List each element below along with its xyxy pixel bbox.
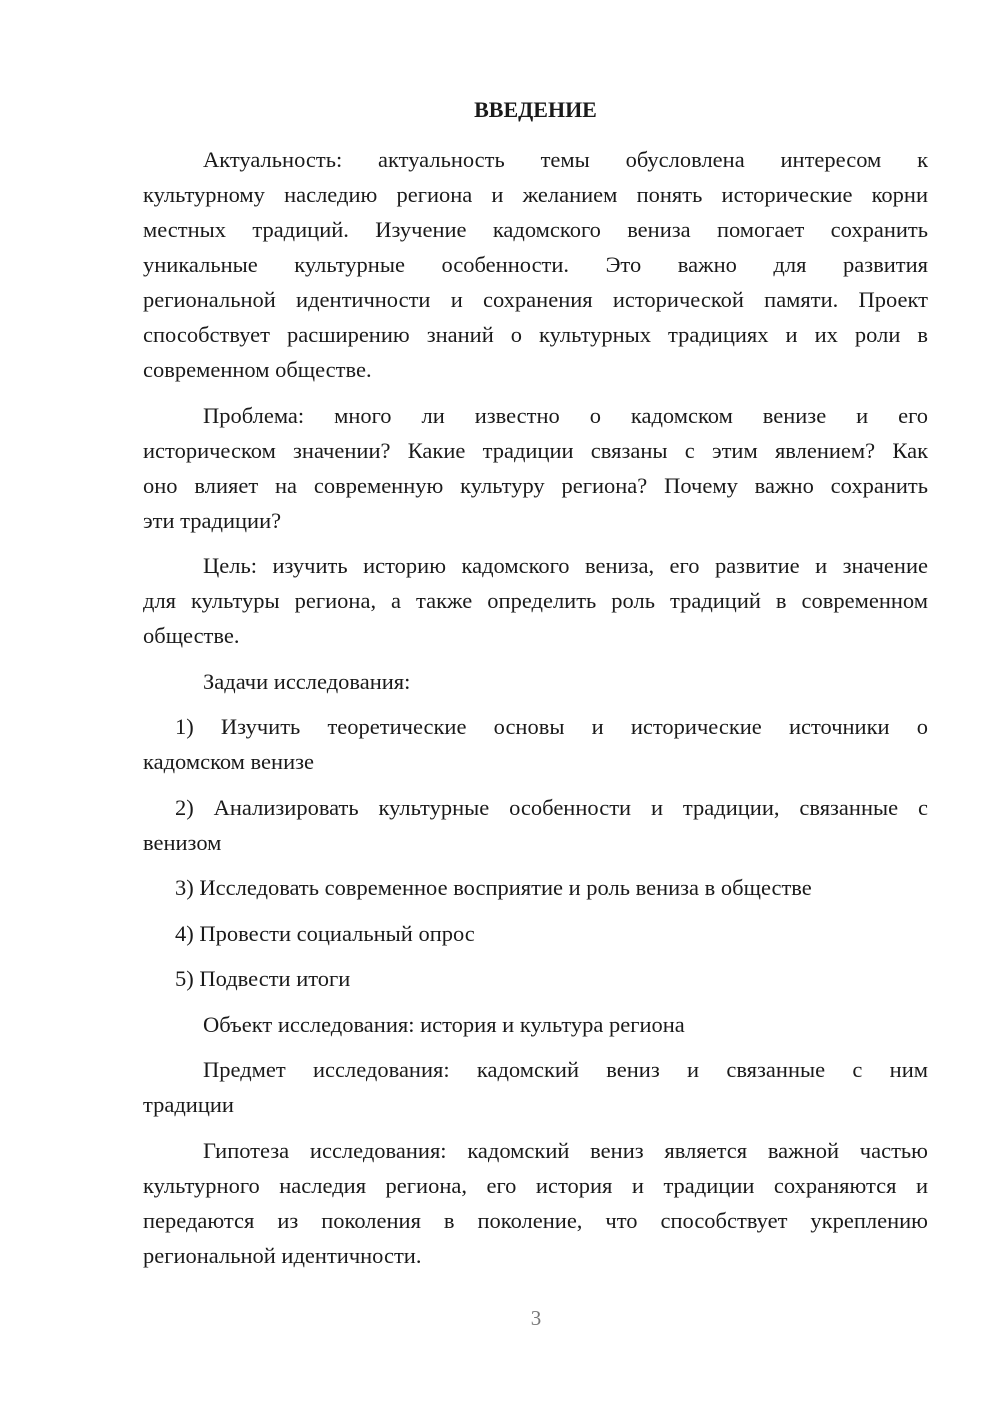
text-line: уникальные культурные особенности. Это важно для развития: [143, 252, 928, 277]
text-line: 2) Анализировать культурные особенности и традиции, связанные с: [175, 794, 928, 820]
text-line: региональной идентичности.: [143, 1242, 422, 1268]
text-line: Цель: изучить историю кадомского вениза, его развитие и значение: [203, 553, 928, 578]
hypothesis-paragraph: [143, 1133, 928, 1273]
text-line: региональной идентичности и сохранения исторической памяти. Проект: [143, 287, 928, 312]
task-item-1: [143, 709, 928, 779]
problem-paragraph: [143, 398, 928, 538]
relevance-paragraph: [143, 142, 928, 387]
page-title: ВВЕДЕНИЕ: [474, 97, 597, 122]
goal-paragraph: [143, 548, 928, 653]
text-line: оно влияет на современную культуру региона? Почему важно сохранить: [143, 472, 928, 498]
text-line: традиции: [143, 1092, 234, 1117]
subject-paragraph: [143, 1052, 928, 1122]
text-line: местных традиций. Изучение кадомского вениза помогает сохранить: [143, 217, 928, 242]
text-line: 4) Провести социальный опрос: [175, 920, 475, 946]
text-line: 1) Изучить теоретические основы и исторические источники о: [175, 714, 928, 739]
text-line: для культуры региона, а также определить роль традиций в современном: [143, 588, 928, 613]
text-line: Актуальность: актуальность темы обусловлена интересом к: [203, 147, 928, 172]
text-line: Проблема: много ли известно о кадомском венизе и его: [203, 402, 928, 428]
tasks-heading: [143, 664, 928, 699]
text-line: Предмет исследования: кадомский вениз и связанные с ним: [203, 1057, 928, 1082]
text-line: Гипотеза исследования: кадомский вениз является важной частью: [203, 1137, 928, 1163]
text-line: передаются из поколения в поколение, что способствует укреплению: [143, 1207, 928, 1233]
document-body: [143, 142, 928, 1283]
text-line: кадомском венизе: [143, 749, 314, 774]
text-line: 5) Подвести итоги: [175, 966, 351, 991]
text-line: способствует расширению знаний о культурных традициях и их роли в: [143, 322, 928, 347]
text-line: эти традиции?: [143, 507, 282, 533]
text-line: современном обществе.: [143, 357, 372, 382]
object-paragraph: [143, 1007, 928, 1042]
text-line: обществе.: [143, 623, 240, 648]
text-line: венизом: [143, 829, 222, 855]
text-line: культурному наследию региона и желанием понять исторические корни: [143, 182, 928, 207]
task-item-5: [143, 961, 928, 996]
page-number: 3: [530, 1306, 542, 1330]
text-line: Объект исследования: история и культура региона: [203, 1011, 685, 1037]
text-line: Задачи исследования:: [203, 668, 411, 694]
text-line: культурного наследия региона, его история и традиции сохраняются и: [143, 1172, 928, 1198]
task-item-2: [143, 790, 928, 860]
task-item-3: [143, 870, 928, 905]
task-item-4: [143, 916, 928, 951]
text-line: 3) Исследовать современное восприятие и роль вениза в обществе: [175, 875, 812, 900]
text-line: историческом значении? Какие традиции связаны с этим явлением? Как: [143, 437, 928, 463]
